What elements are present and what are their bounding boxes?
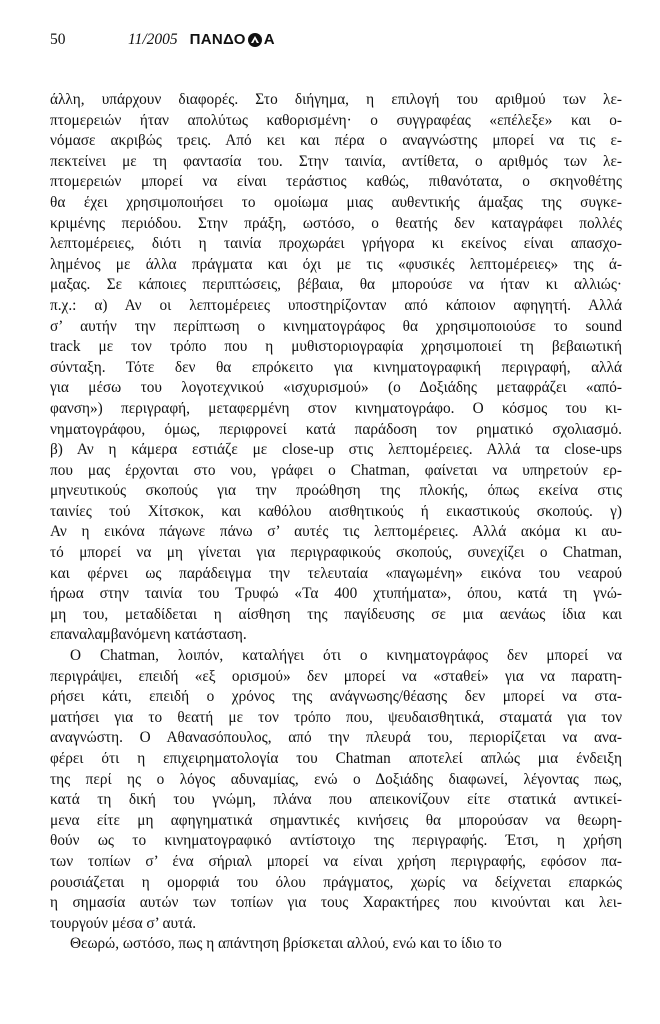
- text-line: ματήσει για το θεατή με τον τρόπο που, ψευδαισθητικά, σταματά για τον: [50, 708, 622, 726]
- text-line: φέρει ότι η επιχειρηματολογία του Chatman αποτελεί απλώς μια ένδειξη: [50, 750, 622, 767]
- text-line: πεκτείνει με τη φαντασία του. Στην ταινία, αντίθετα, ο αριθμός των λε-: [50, 152, 622, 170]
- text-line: αναγνώστη. Ο Αθανασόπουλος, από την πλευρά του, περιορίζεται να ανα-: [50, 729, 622, 747]
- text-line: νόμασε ακριβώς τρεις. Από κει και πέρα ο αναγνώστης μπορεί να τις ε-: [50, 132, 622, 150]
- text-line: π.χ.: α) Αν οι λεπτομέρειες υποστηρίζονταν από κάποιον αφηγητή. Αλλά: [50, 296, 622, 314]
- text-line: μαξας. Σε κάποιες περιπτώσεις, βέβαια, θα μπορούσε να ήταν κι αλλιώς·: [50, 276, 622, 294]
- text-line: ήρωα στην ταινία του Τρυφώ «Τα 400 χτυπήματα», όπου, κατά τη γνώ-: [50, 585, 622, 603]
- text-line: ταινίες τού Χίτσκοκ, και καθόλου αισθητικούς ή εικαστικούς σκοπούς. γ): [50, 502, 622, 520]
- text-line: της περί ης ο λόγος αδυναμίας, ενώ ο Δοξιάδης διαφωνεί, λέγοντας πως,: [50, 770, 622, 788]
- text-line: που μας έρχονται στο νου, γράφει ο Chatman, φαίνεται να υπηρετούν ερ-: [50, 461, 622, 479]
- text-line: πτομερειών μπορεί να είναι τεράστιος καθώς, πιθανότατα, ο σκηνοθέτης: [50, 173, 622, 191]
- text-line: σ’ αυτήν την περίπτωση ο κινηματογράφος θα χρησιμοποιούσε το sound: [50, 317, 622, 335]
- text-line: η σημασία αυτών των τοπίων για τους Χαρακτήρες που κινούνται και λει-: [50, 894, 622, 912]
- text-line: Αν η εικόνα πάγωνε πάνω σ’ αυτές τις λεπτομέρειες. Αλλά ακόμα κι αυ-: [50, 523, 622, 541]
- text-line: θα έχει χρησιμοποιήσει το ομοίωμα μιας αυθεντικής άμαξας της συγκε-: [50, 193, 622, 211]
- text-line: ρήσει κάτι, επειδή ο χρόνος της ανάγνωσης/θέασης δεν μπορεί να στα-: [50, 688, 622, 706]
- text-line: Θεωρώ, ωστόσο, πως η απάντηση βρίσκεται αλλού, ενώ και το ίδιο το: [70, 935, 502, 953]
- paragraph: [50, 90, 622, 646]
- journal-name-left: ΠΑΝΔΟ: [189, 31, 246, 48]
- text-line: ρουσιάζεται η ομορφιά του όλου πράγματος, χωρίς να δείχνεται επαρκώς: [50, 873, 622, 891]
- paragraph: [50, 934, 622, 955]
- text-line: μη του, μεταδίδεται η αίσθηση της παγίδευσης σε μια αενάως ίδια και: [50, 605, 622, 623]
- text-line: β) Αν η κάμερα εστιάζε με close-up στις λεπτομέρειες. Αλλά τα close-ups: [50, 441, 622, 459]
- text-line: θούν ως το κινηματογραφικό αντίστοιχο της περιγραφής. Έτσι, η χρήση: [50, 832, 622, 850]
- text-line: για μέσω του λογοτεχνικού «ισχυρισμού» (ο Δοξιάδης μεταφράζει «από-: [50, 379, 622, 397]
- article-body: [50, 90, 622, 955]
- text-line: άλλη, υπάρχουν διαφορές. Στο διήγημα, η επιλογή του αριθμού των λε-: [50, 91, 622, 108]
- text-line: των τοπίων σ’ ένα σήριαλ μπορεί να είναι χρήση περιγραφής, εφόσον πα-: [50, 852, 622, 870]
- text-line: κατά τη δική του γνώμη, πλάνα που απεικονίζουν είτε στατικά αντικεί-: [50, 791, 622, 809]
- text-line: πτομερειών ήταν απολύτως καθορισμένη· ο συγγραφέας «επέλεξε» και ο-: [50, 111, 622, 129]
- page-number: 50: [50, 31, 66, 48]
- running-header: [50, 30, 275, 54]
- paragraph: [50, 646, 622, 934]
- text-line: λημένος με άλλα πράγματα και όχι με τις «φυσικές λεπτομέρειες» της ά-: [50, 255, 622, 273]
- text-line: track με τον τρόπο που η μυθιστοριογραφία χρησιμοποιεί τη βεβαιωτική: [50, 338, 622, 356]
- text-line: λεπτομέρειες, διότι η ταινία προχωράει γρήγορα κι εκείνος είναι απασχο-: [50, 235, 622, 253]
- text-line: φανση») περιγραφή, μεταφερμένη στον κινηματογράφο. Ο κόσμος του κι-: [50, 399, 622, 417]
- text-line: μηνευτικούς σκοπούς για την προώθηση της πλοκής, όπως εκείνα στις: [50, 482, 622, 500]
- text-line: επαναλαμβανόμενη κατάσταση.: [50, 626, 247, 644]
- text-line: τό μπορεί να μη γίνεται για περιγραφικούς σκοπούς, συνεχίζει ο Chatman,: [50, 544, 622, 562]
- journal-name-right: Α: [263, 31, 275, 48]
- text-line: κριμένης περιόδου. Στην πράξη, ωστόσο, ο θεατής δεν καταγράφει πολλές: [50, 214, 622, 232]
- text-line: Ο Chatman, λοιπόν, καταλήγει ότι ο κινηματογράφος δεν μπορεί να: [70, 647, 622, 665]
- text-line: τουργούν μέσα σ’ αυτά.: [50, 914, 197, 932]
- text-line: νηματογράφου, όμως, περιφρονεί κατά παράδοση τον ρηματικό σχολιασμό.: [50, 420, 622, 438]
- pandora-emblem-icon: [247, 32, 263, 48]
- text-line: περιγράψει, επειδή «εξ ορισμού» δεν μπορεί να «σταθεί» για να παρατη-: [50, 667, 622, 685]
- journal-logo: [190, 30, 275, 50]
- text-line: μενα είτε μη αφηγηματικά σημαντικές κινήσεις θα μπορούσαν να θεωρη-: [50, 811, 622, 829]
- text-line: και φέρνει ως παράδειγμα την τελευταία «παγωμένη» εικόνα του νεαρού: [50, 564, 622, 582]
- text-line: σύνταξη. Τότε δεν θα επρόκειτο για κινηματογραφική περιγραφή, αλλά: [50, 358, 622, 376]
- issue-date: 11/2005: [128, 31, 178, 48]
